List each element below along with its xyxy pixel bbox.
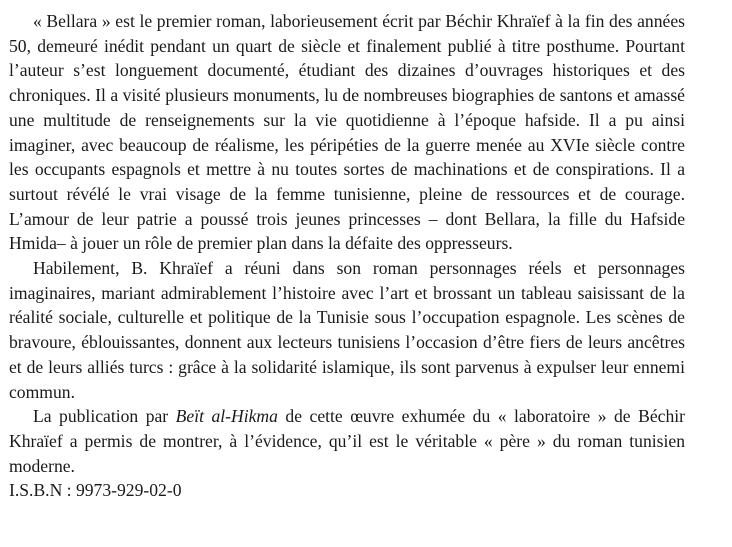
back-cover-text: [9, 9, 685, 503]
paragraph-publication: [9, 404, 685, 478]
publication-text-after: de cette œuvre exhumée du « laboratoire » de Béchir Khraïef a permis de montrer, à l’évidence, qu’il est le véritable « père » du roman tunisien moderne.: [9, 406, 686, 476]
paragraph-bellara-intro: « Bellara » est le premier roman, laborieusement écrit par Béchir Khraïef à la fin des années 50, demeuré inédit pendant un quart de siècle et finalement publié à titre posthume. Pourtant l’auteur s’est longuement documenté, étudiant des dizaines d’ouvrages historiques et des chroniques. Il a visité plusieurs monuments, lu de nombreuses biographies de santons et amassé une multitude de renseignements sur la vie quotidienne à l’époque hafside. Il a pu ainsi imaginer, avec beaucoup de réalisme, les péripéties de la guerre menée au XVIe siècle contre les occupants espagnols et mettre à nu toutes sortes de machinations et de conspirations. Il a surtout révélé le vrai visage de la femme tunisienne, pleine de ressources et de courage. L’amour de leur patrie a poussé trois jeunes princesses – dont Bellara, la fille du Hafside Hmida– à jouer un rôle de premier plan dans la défaite des oppresseurs.: [9, 11, 685, 254]
paragraph-khraief-skill: Habilement, B. Khraïef a réuni dans son roman personnages réels et personnages imaginaires, mariant admirablement l’histoire avec l’art et brossant un tableau saisissant de la réalité sociale, culturelle et politique de la Tunisie sous l’occupation espagnole. Les scènes de bravoure, éblouissantes, donnent aux lecteurs tunisiens l’occasion d’être fiers de leurs ancêtres et de leurs alliés turcs : grâce à la solidarité islamique, ils sont parvenus à expulser leur ennemi commun.: [9, 258, 685, 402]
publisher-name: Beït al-Hikma: [175, 406, 278, 427]
publication-text-before: La publication par: [33, 406, 176, 427]
isbn-line: I.S.B.N : 9973-929-02-0: [9, 480, 182, 501]
